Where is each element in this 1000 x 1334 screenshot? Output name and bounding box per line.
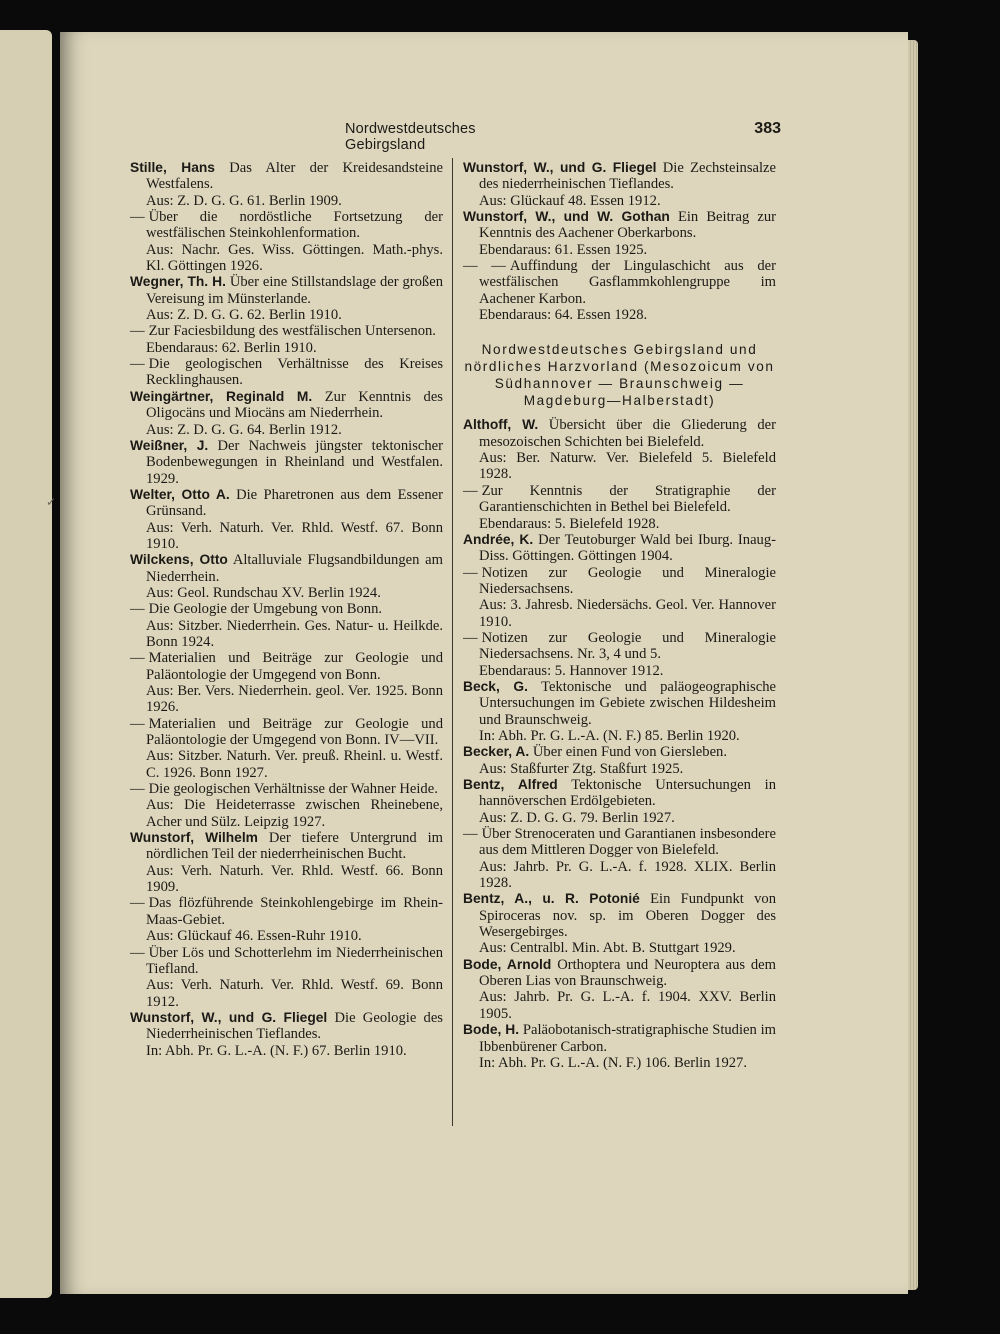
bibliography-source: Aus: Die Heideterrasse zwischen Rheinebene, Acher und Sülz. Leipzig 1927. <box>146 797 443 830</box>
entry-title: Paläobotanisch-stratigraphische Studien im Ibbenbürener Carbon. <box>479 1022 776 1055</box>
ditto-dash: — <box>130 323 145 340</box>
bibliography-entry <box>130 438 443 487</box>
entry-title: Materialien und Beiträge zur Geologie und Paläontologie der Umgegend von Bonn. <box>146 650 443 683</box>
entry-author: Weingärtner, Reginald M. <box>130 388 313 404</box>
ditto-dash: — <box>463 826 478 843</box>
bibliography-source: Aus: Nachr. Ges. Wiss. Göttingen. Math.-phys. Kl. Göttingen 1926. <box>146 241 443 275</box>
bibliography-continuation <box>130 781 443 797</box>
bibliography-entry <box>463 777 776 810</box>
bibliography-continuation <box>130 650 443 683</box>
bibliography-continuation <box>130 716 443 749</box>
bibliography-continuation <box>130 601 443 617</box>
bibliography-source: Aus: Glückauf 46. Essen-Ruhr 1910. <box>146 928 362 945</box>
bibliography-source: Aus: Verh. Naturh. Ver. Rhld. Westf. 67. Bonn 1910. <box>146 519 443 552</box>
bibliography-source: Ebendaraus: 62. Berlin 1910. <box>146 339 317 356</box>
bibliography-source: Aus: Jahrb. Pr. G. L.-A. f. 1928. XLIX. Berlin 1928. <box>479 858 776 892</box>
bibliography-entry <box>463 160 776 193</box>
running-title: Nordwestdeutsches Gebirgsland <box>345 121 476 153</box>
ditto-dash: — <box>130 781 145 798</box>
entry-title: Der Nachweis jüngster tektonischer Bodenbewegungen in Rheinland und Westfalen. 1929. <box>146 437 443 487</box>
bibliography-entry <box>130 274 443 307</box>
bibliography-entry <box>130 552 443 585</box>
previous-page-edge <box>0 30 52 1298</box>
bibliography-entry <box>130 830 443 863</box>
entry-title: Ein Beitrag zur Kenntnis des Aachener Oberkarbons. <box>479 209 777 242</box>
bibliography-source: Aus: Z. D. G. G. 64. Berlin 1912. <box>146 421 342 438</box>
bibliography-entry <box>463 891 776 940</box>
ditto-dash: — <box>130 715 145 732</box>
ditto-dash: — <box>130 650 145 667</box>
bibliography-source: In: Abh. Pr. G. L.-A. (N. F.) 67. Berlin 1910. <box>146 1042 407 1059</box>
bibliography-source: Ebendaraus: 5. Hannover 1912. <box>479 662 664 679</box>
bibliography-continuation <box>130 945 443 978</box>
entry-author: Wunstorf, W., und W. Gothan <box>463 209 670 225</box>
bibliography-source: Aus: Ber. Naturw. Ver. Bielefeld 5. Bielefeld 1928. <box>479 450 776 483</box>
entry-title: Die geologischen Verhältnisse der Wahner Heide. <box>148 781 438 798</box>
entry-author: Becker, A. <box>463 744 530 760</box>
section-heading: Nordwestdeutsches Gebirgsland und nördliches Harzvorland (Mesozoicum von Südhannover — Braunschweig — Magdeburg—Halberstadt) <box>464 342 775 409</box>
entry-title: Notizen zur Geologie und Mineralogie Niedersachsens. Nr. 3, 4 und 5. <box>479 629 776 663</box>
margin-mark: ✓ <box>46 495 57 509</box>
entry-title: Übersicht über die Gliederung der mesozoischen Schichten bei Bielefeld. <box>479 417 776 450</box>
entry-title: Der Teutoburger Wald bei Iburg. Inaug-Diss. Göttingen. Göttingen 1904. <box>479 531 776 565</box>
entry-title: Über einen Fund von Giersleben. <box>532 744 728 761</box>
bibliography-source: Ebendaraus: 5. Bielefeld 1928. <box>479 515 660 532</box>
bibliography-continuation <box>130 356 443 389</box>
bibliography-source: Aus: Z. D. G. G. 79. Berlin 1927. <box>479 809 675 826</box>
bibliography-continuation <box>463 565 776 598</box>
entry-author: Bode, Arnold <box>463 956 552 972</box>
entry-title: Auffindung der Lingulaschicht aus der westfälischen Gasflammkohlengruppe im Aachener Karbon. <box>479 258 776 307</box>
entry-author: Wilckens, Otto <box>130 552 228 568</box>
entry-title: Die Geologie der Umgebung von Bonn. <box>148 601 383 618</box>
bibliography-entry <box>463 532 776 565</box>
entry-author: Bode, H. <box>463 1022 520 1038</box>
bibliography-entry <box>130 160 443 193</box>
entry-title: Über Lös und Schotterlehm im Niederrheinischen Tiefland. <box>146 944 443 977</box>
bibliography-source: Aus: Sitzber. Niederrhein. Ges. Natur- u. Heilkde. Bonn 1924. <box>146 617 443 650</box>
bibliography-source: Ebendaraus: 61. Essen 1925. <box>479 241 648 258</box>
page-number: 383 <box>754 120 781 137</box>
entry-title: Die Pharetronen aus dem Essener Grünsand. <box>146 486 444 520</box>
bibliography-entry <box>463 744 776 760</box>
entry-author: Wegner, Th. H. <box>130 274 226 290</box>
entry-title: Das Alter der Kreidesandsteine Westfalens. <box>146 160 444 193</box>
ditto-dash: — <box>463 482 478 499</box>
entry-author: Beck, G. <box>463 678 528 694</box>
bibliography-source: Aus: Glückauf 48. Essen 1912. <box>479 192 661 209</box>
entry-author: Wunstorf, W., und G. Fliegel <box>463 160 657 175</box>
ditto-dash: — <box>130 601 145 618</box>
ditto-dash: — <box>130 209 145 226</box>
ditto-dash: — <box>130 944 145 961</box>
bibliography-entry <box>130 389 443 422</box>
bibliography-source: Aus: Z. D. G. G. 62. Berlin 1910. <box>146 307 342 324</box>
bibliography-source: Aus: Geol. Rundschau XV. Berlin 1924. <box>146 584 381 601</box>
entry-author: Althoff, W. <box>463 417 539 433</box>
entry-title: Altalluviale Flugsandbildungen am Niederrhein. <box>146 552 444 585</box>
entry-title: Zur Kenntnis des Oligocäns und Miocäns am Niederrhein. <box>146 388 443 422</box>
bibliography-entry <box>463 417 776 450</box>
bibliography-continuation <box>463 483 776 516</box>
ditto-dash: — <box>463 629 478 646</box>
entry-title: Der tiefere Untergrund im nördlichen Teil der niederrheinischen Bucht. <box>146 830 443 863</box>
right-column <box>463 160 776 1071</box>
bibliography-entry <box>463 1022 776 1055</box>
bibliography-source: Aus: Verh. Naturh. Ver. Rhld. Westf. 66. Bonn 1909. <box>146 862 443 896</box>
bibliography-entry <box>463 957 776 990</box>
bibliography-source: Aus: Sitzber. Naturh. Ver. preuß. Rheinl. u. Westf. C. 1926. Bonn 1927. <box>146 748 443 781</box>
ditto-dash: — <box>130 895 145 912</box>
entry-title: Notizen zur Geologie und Mineralogie Niedersachsens. <box>479 564 776 597</box>
bibliography-source: In: Abh. Pr. G. L.-A. (N. F.) 85. Berlin 1920. <box>479 727 740 744</box>
bibliography-continuation <box>130 209 443 242</box>
entry-title: Über die nordöstliche Fortsetzung der westfälischen Steinkohlenformation. <box>146 209 443 242</box>
bibliography-continuation <box>463 258 776 307</box>
bibliography-continuation <box>130 895 443 928</box>
bibliography-source: Aus: Verh. Naturh. Ver. Rhld. Westf. 69. Bonn 1912. <box>146 977 443 1010</box>
entry-title: Die geologischen Verhältnisse des Kreises Recklinghausen. <box>146 356 443 389</box>
bibliography-continuation <box>463 826 776 859</box>
bibliography-continuation <box>130 323 443 339</box>
ditto-dash: — <box>463 564 478 581</box>
entry-title: Tektonische Untersuchungen in hannöverschen Erdölgebieten. <box>479 777 776 810</box>
bibliography-source: Aus: Ber. Vers. Niederrhein. geol. Ver. 1925. Bonn 1926. <box>146 683 443 716</box>
entry-author: Stille, Hans <box>130 160 215 175</box>
ditto-dash: — — <box>463 258 506 275</box>
entry-author: Bentz, A., u. R. Potonié <box>463 891 640 907</box>
bibliography-source: Aus: 3. Jahresb. Niedersächs. Geol. Ver. Hannover 1910. <box>479 597 776 630</box>
entry-author: Andrée, K. <box>463 531 534 547</box>
entry-author: Weißner, J. <box>130 437 209 453</box>
entry-title: Ein Fundpunkt von Spiroceras nov. sp. im Oberen Dogger des Wesergebirges. <box>479 891 776 941</box>
bibliography-entry <box>463 679 776 728</box>
entry-author: Bentz, Alfred <box>463 777 558 792</box>
entry-title: Das flözführende Steinkohlengebirge im Rhein-Maas-Gebiet. <box>146 895 443 928</box>
entry-title: Über eine Stillstandslage der großen Vereisung im Münsterlande. <box>146 274 444 307</box>
entry-title: Die Geologie des Niederrheinischen Tieflandes. <box>146 1009 443 1043</box>
entry-title: Zur Kenntnis der Stratigraphie der Garantienschichten in Bethel bei Bielefeld. <box>479 482 776 516</box>
bibliography-entry <box>463 209 776 242</box>
bibliography-source: Aus: Z. D. G. G. 61. Berlin 1909. <box>146 192 342 209</box>
bibliography-source: Aus: Centralbl. Min. Abt. B. Stuttgart 1929. <box>479 940 736 957</box>
entry-title: Zur Faciesbildung des westfälischen Untersenon. <box>148 323 436 340</box>
bibliography-entry <box>130 1010 443 1043</box>
entry-author: Wunstorf, W., und G. Fliegel <box>130 1009 328 1025</box>
bibliography-source: Ebendaraus: 64. Essen 1928. <box>479 307 648 324</box>
entry-title: Tektonische und paläogeographische Untersuchungen im Gebiete zwischen Hildesheim und Braunschweig. <box>479 678 776 728</box>
bibliography-source: In: Abh. Pr. G. L.-A. (N. F.) 106. Berlin 1927. <box>479 1054 747 1071</box>
entry-author: Wunstorf, Wilhelm <box>130 830 258 846</box>
entry-title: Orthoptera und Neuroptera aus dem Oberen Lias von Braunschweig. <box>479 956 776 990</box>
bibliography-entry <box>130 487 443 520</box>
ditto-dash: — <box>130 356 145 373</box>
bibliography-continuation <box>463 630 776 663</box>
entry-title: Materialien und Beiträge zur Geologie und Paläontologie der Umgegend von Bonn. IV—VII. <box>146 715 443 749</box>
entry-author: Welter, Otto A. <box>130 486 230 502</box>
left-column <box>130 160 443 1059</box>
entry-title: Die Zechsteinsalze des niederrheinischen Tieflandes. <box>479 160 776 193</box>
bibliography-source: Aus: Jahrb. Pr. G. L.-A. f. 1904. XXV. Berlin 1905. <box>479 989 776 1022</box>
column-divider <box>452 158 453 1126</box>
entry-title: Über Strenoceraten und Garantianen insbesondere aus dem Mittleren Dogger von Bielefeld. <box>479 826 776 859</box>
bibliography-source: Aus: Staßfurter Ztg. Staßfurt 1925. <box>479 760 684 777</box>
